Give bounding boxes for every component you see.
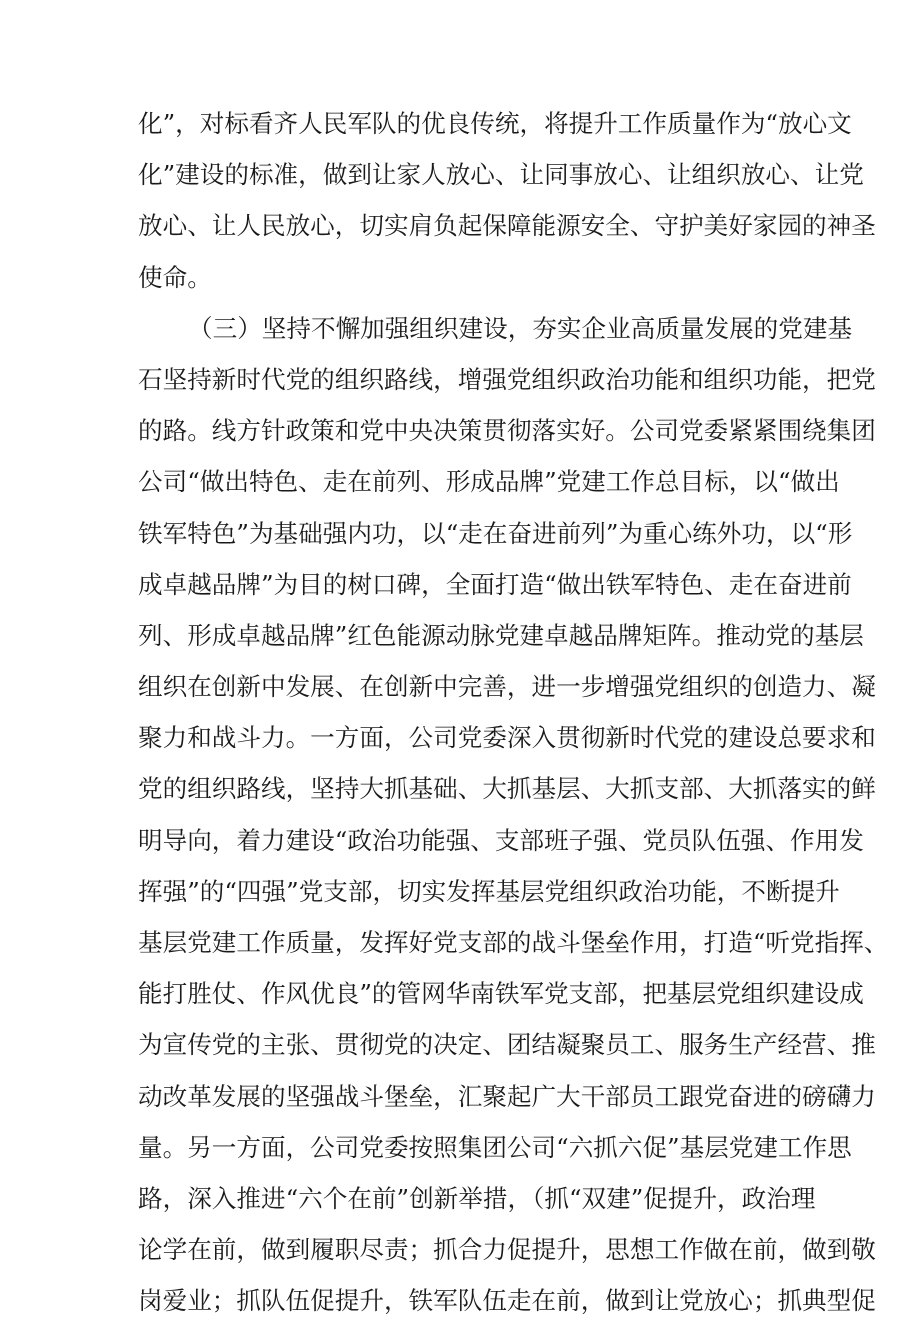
- text-line: 公司“做出特色、走在前列、形成品牌”党建工作总目标，以“做出: [138, 467, 840, 497]
- text-line: 基层党建工作质量，发挥好党支部的战斗堡垒作用，打造“听党指挥、: [138, 928, 889, 957]
- text-line: 放心、让人民放心，切实肩负起保障能源安全、守护美好家园的神圣: [138, 211, 876, 241]
- text-line: 挥强”的“四强”党支部，切实发挥基层党组织政治功能，不断提升: [138, 876, 840, 906]
- text-line: 的路。线方针政策和党中央决策贯彻落实好。公司党委紧紧围绕集团: [138, 416, 876, 446]
- text-line: 党的组织路线，坚持大抓基础、大抓基层、大抓支部、大抓落实的鲜: [138, 774, 876, 804]
- text-line: 为宣传党的主张、贯彻党的决定、团结凝聚员工、服务生产经营、推: [138, 1030, 876, 1060]
- text-line: 列、形成卓越品牌”红色能源动脉党建卓越品牌矩阵。推动党的基层: [138, 620, 864, 650]
- text-line: 岗爱业；抓队伍促提升，铁军队伍走在前，做到让党放心；抓典型促: [138, 1286, 876, 1316]
- text-line: 组织在创新中发展、在创新中完善，进一步增强党组织的创造力、凝: [138, 672, 876, 702]
- text-line: 成卓越品牌”为目的树口碑，全面打造“做出铁军特色、走在奋进前: [138, 569, 852, 599]
- text-line: 能打胜仗、作风优良”的管网华南铁军党支部，把基层党组织建设成: [138, 979, 864, 1009]
- text-line: 化”，对标看齐人民军队的优良传统，将提升工作质量作为“放心文: [138, 109, 852, 138]
- text-line: 量。另一方面，公司党委按照集团公司“六抓六促”基层党建工作思: [138, 1132, 852, 1162]
- text-line: 铁军特色”为基础强内功，以“走在奋进前列”为重心练外功，以“形: [138, 518, 853, 548]
- text-line: 石坚持新时代党的组织路线，增强党组织政治功能和组织功能，把党: [138, 364, 876, 394]
- body-text: [138, 98, 889, 1327]
- section-heading-line: （三）坚持不懈加强组织建设，夯实企业高质量发展的党建基: [188, 313, 853, 343]
- text-line: 明导向，着力建设“政治功能强、支部班子强、党员队伍强、作用发: [138, 825, 864, 855]
- text-line: 论学在前，做到履职尽责；抓合力促提升，思想工作做在前，做到敬: [138, 1235, 876, 1265]
- text-line: 动改革发展的坚强战斗堡垒，汇聚起广大干部员工跟党奋进的磅礴力: [138, 1081, 876, 1111]
- text-line: 聚力和战斗力。一方面，公司党委深入贯彻新时代党的建设总要求和: [138, 723, 876, 753]
- text-line: 路，深入推进“六个在前”创新举措，（抓“双建”促提升，政治理: [138, 1183, 816, 1213]
- text-line: 使命。: [138, 262, 212, 292]
- text-line: 化”建设的标准，做到让家人放心、让同事放心、让组织放心、让党: [138, 160, 864, 190]
